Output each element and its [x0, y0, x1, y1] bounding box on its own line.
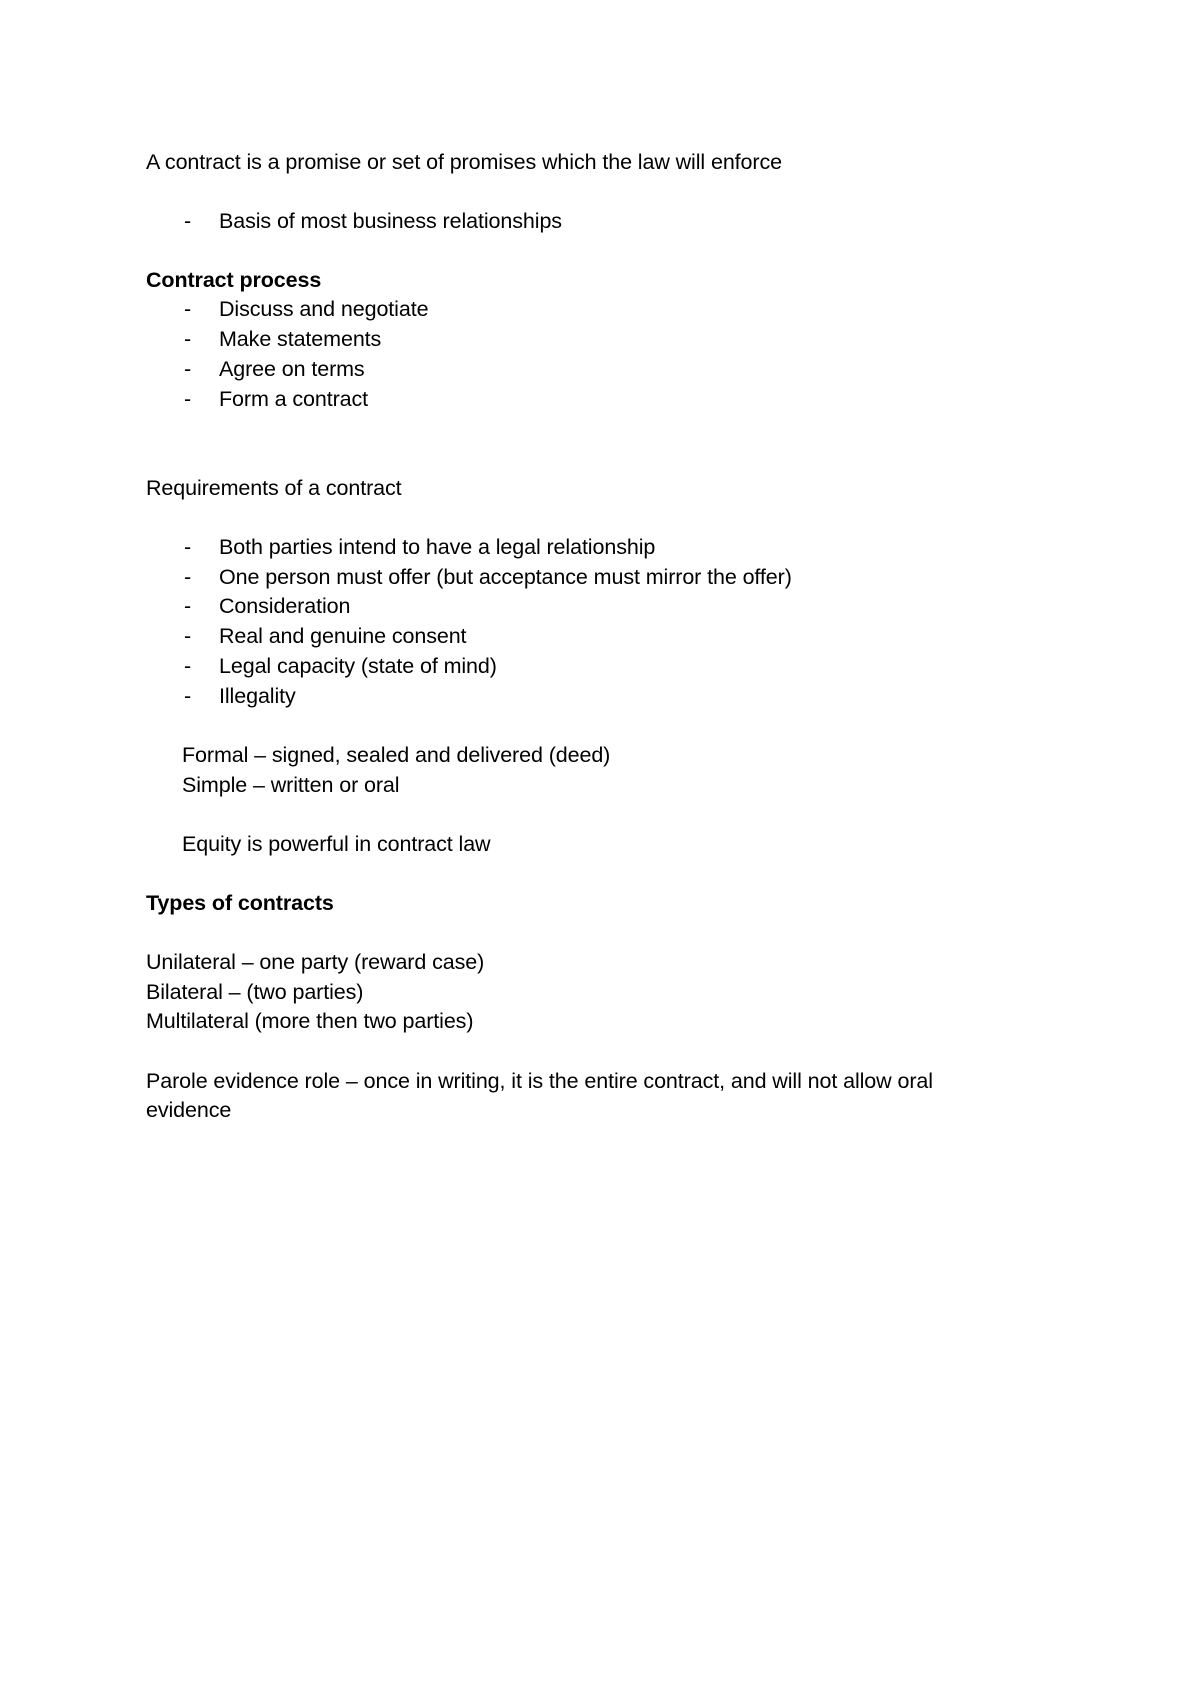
- unilateral-type: Unilateral – one party (reward case): [146, 950, 485, 974]
- formal-contract-note: Formal – signed, sealed and delivered (deed): [182, 743, 611, 767]
- bullet-dash: -: [184, 565, 192, 589]
- bilateral-type: Bilateral – (two parties): [146, 980, 364, 1004]
- process-item: Discuss and negotiate: [219, 297, 429, 321]
- intro-bullet: Basis of most business relationships: [219, 209, 562, 233]
- bullet-dash: -: [184, 209, 192, 233]
- types-heading: Types of contracts: [146, 891, 334, 915]
- bullet-dash: -: [184, 297, 192, 321]
- contract-definition: A contract is a promise or set of promises which the law will enforce: [146, 150, 782, 174]
- multilateral-type: Multilateral (more then two parties): [146, 1009, 474, 1033]
- bullet-dash: -: [184, 654, 192, 678]
- requirement-item: One person must offer (but acceptance must mirror the offer): [219, 565, 792, 589]
- requirement-item: Illegality: [219, 684, 296, 708]
- requirement-item: Legal capacity (state of mind): [219, 654, 497, 678]
- requirement-item: Real and genuine consent: [219, 624, 467, 648]
- parole-evidence-line-1: Parole evidence role – once in writing, it is the entire contract, and will not allow oral: [146, 1069, 933, 1093]
- requirement-item: Both parties intend to have a legal relationship: [219, 535, 656, 559]
- process-item: Form a contract: [219, 387, 369, 411]
- bullet-dash: -: [184, 624, 192, 648]
- simple-contract-note: Simple – written or oral: [182, 773, 400, 797]
- requirement-item: Consideration: [219, 594, 351, 618]
- bullet-dash: -: [184, 535, 192, 559]
- bullet-dash: -: [184, 357, 192, 381]
- bullet-dash: -: [184, 327, 192, 351]
- bullet-dash: -: [184, 387, 192, 411]
- parole-evidence-line-2: evidence: [146, 1098, 232, 1122]
- contract-process-heading: Contract process: [146, 268, 322, 292]
- bullet-dash: -: [184, 594, 192, 618]
- process-item: Agree on terms: [219, 357, 365, 381]
- bullet-dash: -: [184, 684, 192, 708]
- equity-note: Equity is powerful in contract law: [182, 832, 491, 856]
- process-item: Make statements: [219, 327, 382, 351]
- requirements-heading: Requirements of a contract: [146, 476, 402, 500]
